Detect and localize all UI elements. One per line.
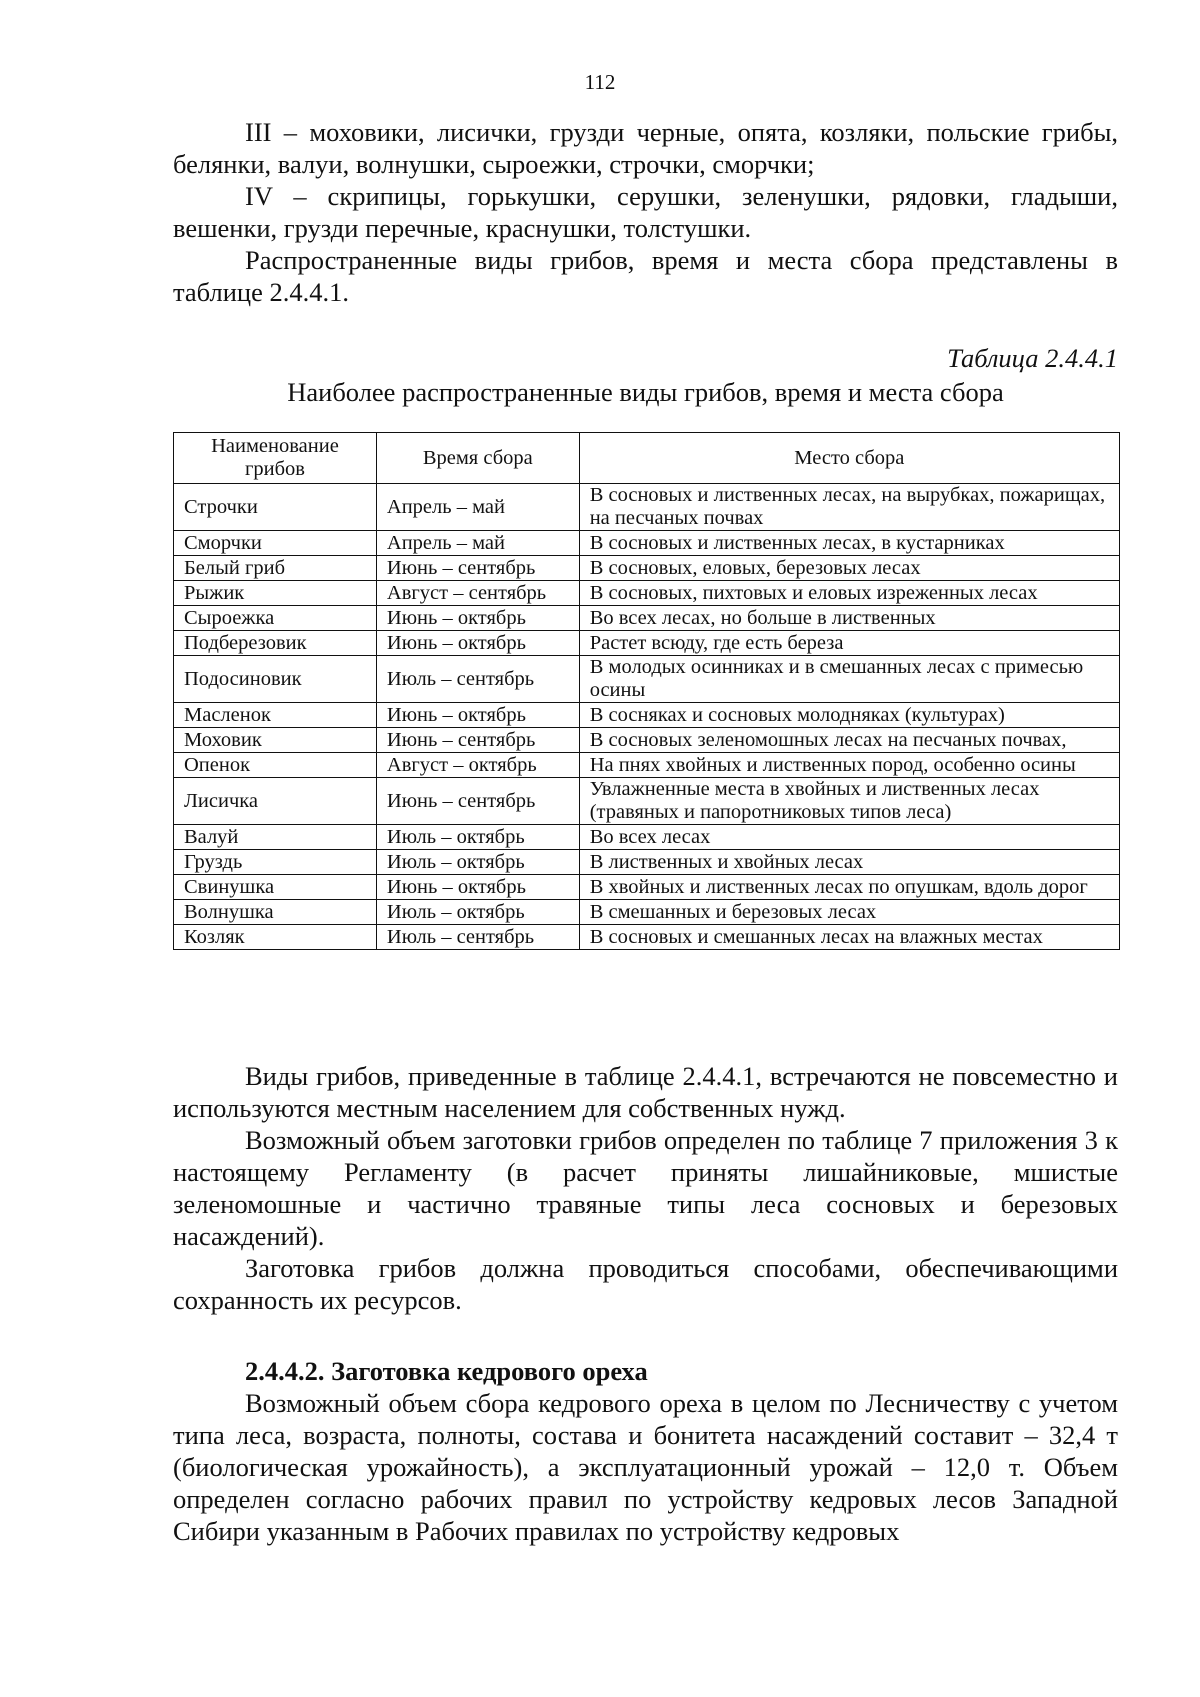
cell-collection-place: Во всех лесах, но больше в лиственных <box>579 606 1119 631</box>
paragraph-category-3: III – моховики, лисички, грузди черные, опята, козляки, польские грибы, белянки, валуи, волнушки, сыроежки, строчки, сморчки; <box>173 117 1118 179</box>
cell-mushroom-name: Сморчки <box>174 531 377 556</box>
header-time: Время сбора <box>376 433 579 484</box>
table-row <box>174 484 1120 531</box>
cell-mushroom-name: Волнушка <box>174 900 377 925</box>
cell-collection-place: В сосняках и сосновых молодняках (культурах) <box>579 703 1119 728</box>
cell-collection-time: Июнь – сентябрь <box>376 778 579 825</box>
cell-collection-time: Июль – сентябрь <box>376 925 579 950</box>
cell-mushroom-name: Груздь <box>174 850 377 875</box>
cell-collection-place: В сосновых и смешанных лесах на влажных местах <box>579 925 1119 950</box>
cell-collection-place: Растет всюду, где есть береза <box>579 631 1119 656</box>
cell-mushroom-name: Опенок <box>174 753 377 778</box>
cell-collection-time: Апрель – май <box>376 484 579 531</box>
cell-collection-place: В сосновых, пихтовых и еловых изреженных лесах <box>579 581 1119 606</box>
cell-collection-time: Июнь – октябрь <box>376 703 579 728</box>
table-row <box>174 778 1120 825</box>
header-name: Наименование грибов <box>174 433 377 484</box>
cell-mushroom-name: Рыжик <box>174 581 377 606</box>
cell-mushroom-name: Подосиновик <box>174 656 377 703</box>
table-row <box>174 850 1120 875</box>
table-body <box>174 484 1120 950</box>
cell-mushroom-name: Сыроежка <box>174 606 377 631</box>
cell-collection-time: Июнь – октябрь <box>376 631 579 656</box>
table-row <box>174 825 1120 850</box>
table-row <box>174 606 1120 631</box>
table-row <box>174 703 1120 728</box>
cell-collection-place: Во всех лесах <box>579 825 1119 850</box>
table-row <box>174 875 1120 900</box>
cell-collection-time: Июль – октябрь <box>376 900 579 925</box>
cell-mushroom-name: Лисичка <box>174 778 377 825</box>
cell-collection-time: Июнь – октябрь <box>376 606 579 631</box>
cell-collection-place: В хвойных и лиственных лесах по опушкам, вдоль дорог <box>579 875 1119 900</box>
cell-collection-place: На пнях хвойных и лиственных пород, особенно осины <box>579 753 1119 778</box>
cell-collection-time: Июль – октябрь <box>376 850 579 875</box>
cell-collection-time: Июнь – сентябрь <box>376 556 579 581</box>
cell-mushroom-name: Подберезовик <box>174 631 377 656</box>
cell-collection-place: В молодых осинниках и в смешанных лесах с примесью осины <box>579 656 1119 703</box>
table-header-row <box>174 433 1120 484</box>
cell-collection-time: Июль – сентябрь <box>376 656 579 703</box>
paragraph-category-4: IV – скрипицы, горькушки, серушки, зеленушки, рядовки, гладыши, вешенки, грузди перечные, краснушки, толстушки. <box>173 181 1118 243</box>
cell-collection-place: В лиственных и хвойных лесах <box>579 850 1119 875</box>
table-row <box>174 925 1120 950</box>
mushroom-table <box>173 432 1120 950</box>
cell-mushroom-name: Козляк <box>174 925 377 950</box>
table-title: Наиболее распространенные виды грибов, время и места сбора <box>287 377 1004 407</box>
cell-mushroom-name: Моховик <box>174 728 377 753</box>
page-number: 112 <box>584 70 616 94</box>
cell-collection-time: Июль – октябрь <box>376 825 579 850</box>
paragraph-table-reference: Распространенные виды грибов, время и места сбора представлены в таблице 2.4.4.1. <box>173 245 1118 307</box>
table-row <box>174 900 1120 925</box>
table-row <box>174 753 1120 778</box>
section-heading: 2.4.4.2. Заготовка кедрового ореха <box>245 1356 648 1386</box>
paragraph-after-table-2: Возможный объем заготовки грибов определен по таблице 7 приложения 3 к настоящему Регламенту (в расчет приняты лишайниковые, мшистые зеленомошные и частично травяные типы леса сосновых и березовых насаждений). <box>173 1125 1118 1251</box>
table-caption: Таблица 2.4.4.1 <box>947 343 1118 373</box>
cell-collection-time: Июнь – октябрь <box>376 875 579 900</box>
cell-mushroom-name: Строчки <box>174 484 377 531</box>
paragraph-cedar-nut: Возможный объем сбора кедрового ореха в целом по Лесничеству с учетом типа леса, возраста, полноты, состава и бонитета насаждений составит – 32,4 т (биологическая урожайность), а эксплуатационный урожай – 12,0 т. Объем определен согласно рабочих правил по устройству кедровых лесов Западной Сибири указанным в Рабочих правилах по устройству кедровых <box>173 1388 1118 1546</box>
table-row <box>174 631 1120 656</box>
cell-collection-place: В сосновых зеленомошных лесах на песчаных почвах, <box>579 728 1119 753</box>
cell-collection-place: Увлажненные места в хвойных и лиственных лесах (травяных и папоротниковых типов леса) <box>579 778 1119 825</box>
cell-collection-place: В сосновых и лиственных лесах, на вырубках, пожарищах, на песчаных почвах <box>579 484 1119 531</box>
table-row <box>174 728 1120 753</box>
table-row <box>174 656 1120 703</box>
cell-mushroom-name: Свинушка <box>174 875 377 900</box>
cell-collection-time: Апрель – май <box>376 531 579 556</box>
cell-collection-place: В смешанных и березовых лесах <box>579 900 1119 925</box>
table-row <box>174 581 1120 606</box>
table-row <box>174 531 1120 556</box>
cell-mushroom-name: Валуй <box>174 825 377 850</box>
paragraph-after-table-1: Виды грибов, приведенные в таблице 2.4.4.1, встречаются не повсеместно и используются местным населением для собственных нужд. <box>173 1061 1118 1123</box>
cell-collection-time: Август – сентябрь <box>376 581 579 606</box>
paragraph-after-table-3: Заготовка грибов должна проводиться способами, обеспечивающими сохранность их ресурсов. <box>173 1253 1118 1315</box>
cell-mushroom-name: Белый гриб <box>174 556 377 581</box>
cell-mushroom-name: Масленок <box>174 703 377 728</box>
cell-collection-time: Август – октябрь <box>376 753 579 778</box>
cell-collection-place: В сосновых и лиственных лесах, в кустарниках <box>579 531 1119 556</box>
cell-collection-time: Июнь – сентябрь <box>376 728 579 753</box>
header-place: Место сбора <box>579 433 1119 484</box>
cell-collection-place: В сосновых, еловых, березовых лесах <box>579 556 1119 581</box>
table-row <box>174 556 1120 581</box>
